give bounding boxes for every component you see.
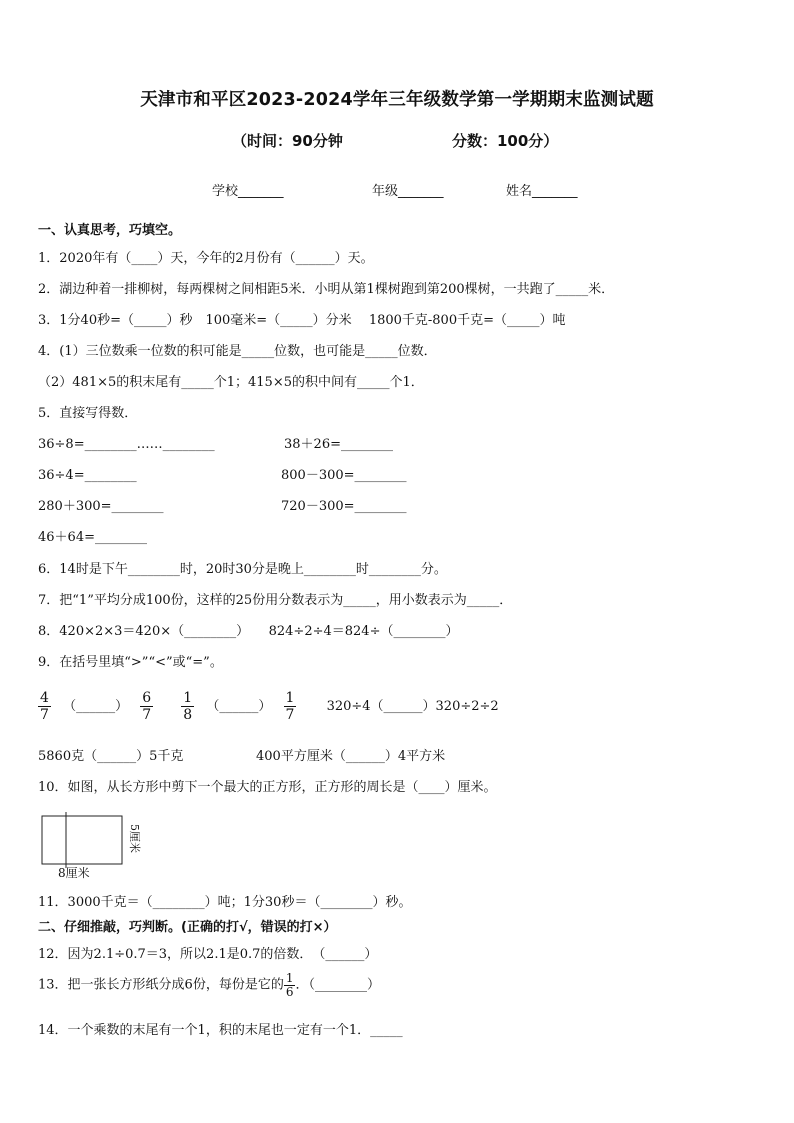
compare-item: 400平方厘米（______）4平方米 (256, 749, 446, 764)
calc-item: 720－300=________ (281, 499, 407, 514)
compare-blank: （______） (206, 698, 272, 714)
calc-item: 800－300=________ (281, 468, 407, 483)
question-8: 8．420×2×3＝420×（________） 824÷2÷4＝824÷（________） (38, 624, 459, 639)
height-label: 5厘米 (128, 824, 141, 853)
fraction-compare-row (38, 690, 499, 723)
exam-title: 天津市和平区2023-2024学年三年级数学第一学期期末监测试题 (140, 90, 654, 110)
fraction: $\frac{1}{6}$ (285, 971, 294, 999)
question-9-title: 9．在括号里填“>”“<”或“=”。 (38, 655, 223, 670)
question-2: 2．湖边种着一排柳树，每两棵树之间相距5米．小明从第1棵树跑到第200棵树，一共跑了_____米． (38, 282, 615, 297)
fraction: $\frac{1}{7}$ (285, 690, 295, 723)
question-5-title: 5．直接写得数． (38, 406, 138, 421)
exam-time: （时间：90分钟 (232, 132, 343, 150)
question-13: 13．把一张长方形纸分成6份，每份是它的 $\frac{1}{6}$ ．（________） (38, 971, 380, 999)
calc-item: 46＋64=________ (38, 530, 147, 545)
question-6: 6．14时是下午________时，20时30分是晚上________时________分。 (38, 562, 447, 577)
question-7: 7．把“1”平均分成100份，这样的25份用分数表示为_____，用小数表示为_____． (38, 593, 513, 608)
name-field: 姓名_______ (506, 184, 578, 199)
section-2-title: 二、仔细推敲，巧判断。(正确的打√，错误的打×） (38, 920, 337, 935)
question-4b: （2）481×5的积末尾有_____个1；415×5的积中间有_____个1． (38, 375, 424, 390)
question-4a: 4．(1）三位数乘一位数的积可能是_____位数，也可能是_____位数． (38, 344, 437, 359)
fraction: $\frac{6}{7}$ (142, 690, 152, 723)
question-1: 1．2020年有（____）天，今年的2月份有（______）天。 (38, 251, 374, 266)
compare-expression: 320÷4（______）320÷2÷2 (326, 698, 499, 714)
width-label: 8厘米 (58, 866, 90, 880)
fraction: $\frac{1}{8}$ (183, 690, 193, 723)
calc-item: 280＋300=________ (38, 499, 164, 514)
question-14: 14．一个乘数的末尾有一个1，积的末尾也一定有一个1．_____ (38, 1023, 403, 1038)
school-field: 学校_______ (212, 184, 284, 199)
calc-item: 38＋26=________ (284, 437, 393, 452)
question-11: 11．3000千克＝（________）吨；1分30秒＝（________）秒。 (38, 895, 412, 910)
rectangle-shape (42, 816, 122, 864)
compare-blank: （______） (63, 698, 129, 714)
grade-field: 年级_______ (372, 184, 444, 199)
calc-item: 36÷4=________ (38, 468, 137, 483)
fraction: $\frac{4}{7}$ (40, 690, 49, 723)
exam-score: 分数：100分） (452, 132, 559, 150)
section-1-title: 一、认真思考，巧填空。 (38, 223, 182, 238)
rectangle-diagram (38, 812, 141, 880)
question-3: 3．1分40秒=（_____）秒 100毫米=（_____）分米 1800千克-800千克=（_____）吨 (38, 313, 566, 328)
compare-item: 5860克（______）5千克 (38, 749, 184, 764)
calc-item: 36÷8=________……________ (38, 437, 215, 452)
question-12: 12．因为2.1÷0.7＝3，所以2.1是0.7的倍数． （______） (38, 947, 378, 962)
question-10: 10．如图，从长方形中剪下一个最大的正方形，正方形的周长是（____）厘米。 (38, 780, 497, 795)
